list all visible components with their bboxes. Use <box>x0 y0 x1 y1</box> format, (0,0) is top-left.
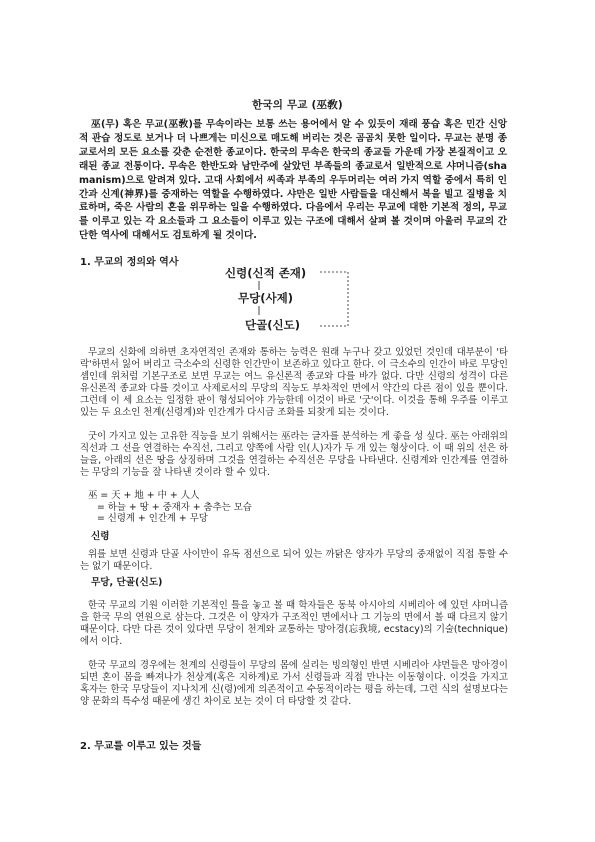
page-title: 한국의 무교 (巫敎) <box>252 99 343 111</box>
character-formula <box>88 490 252 525</box>
subheading-mudang-dangol: 무당, 단골(신도) <box>91 577 163 588</box>
origin-paragraph: 한국 무교의 기원 이러한 기본적인 틀을 놓고 볼 때 학자들은 동북 아시아의 시베리아 에 있던 샤머니즘을 한국 무의 연원으로 삼는다. 그것은 이 양자가 구조적인 면에서나 그 기능의 면에서 볼 때 다르지 않기 때문이다. 다만 다른 것이 있다면 무당이 천계와 교통하는 망아경(忘我境, ecstacy)의 기술(technique)에서 이다. <box>80 600 508 647</box>
section-1-paragraph-2: 굿이 가지고 있는 고유한 직능을 보기 위해서는 巫라는 글자를 분석하는 게 좋을 성 싶다. 巫는 아래위의 직선과 그 선을 연결하는 수직선, 그리고 양쪽에 사람 인(人)자가 두 개 있는 형상이다. 이 때 위의 선은 하늘을, 아래의 선은 땅을 상징하며 그것을 연결하는 수직선은 무당을 나타낸다. 신령계와 인간계를 연결하는 무당의 기능을 잘 나타낸 것이라 할 수 있다. <box>80 431 508 478</box>
formula-line: 巫 = 天 + 地 + 中 + 人人 <box>88 490 200 501</box>
diagram-bottom-label: 단골(신도) <box>245 318 300 332</box>
formula-line: = 하늘 + 땅 + 중재자 + 춤추는 모습 <box>88 501 252 513</box>
structure-diagram <box>215 265 385 335</box>
sinryeong-paragraph: 위를 보면 신령과 단골 사이만이 유독 점선으로 되어 있는 까닭은 양자가 무당의 중재없이 직접 통할 수는 없기 때문이다. <box>80 549 508 572</box>
section-1-paragraph-1: 무교의 신화에 의하면 초자연적인 존재와 통하는 능력은 원래 누구나 갖고 있었던 것인데 대부분이 '타락'하면서 잃어 버리고 극소수의 신령한 인간만이 보존하고 있다고 한다. 이 극소수의 인간이 바로 무당인 셈인데 위처럼 기본구조로 보면 무교는 여느 유신론적 종교와 다를 바가 없다. 다만 신령의 성격이 다른 유신론적 종교와 다를 것이고 사제로서의 무당의 직능도 부차적인 면에서 약간의 다른 점이 있을 뿐이다. 그런데 이 세 요소는 일정한 판이 형성되어야 가능한데 이것이 바로 '굿'이다. 이것을 통해 우주를 이루고 있는 두 요소인 천계(신령계)와 인간계가 다시금 조화를 되찾게 되는 것이다. <box>80 347 508 418</box>
comparison-paragraph: 한국 무교의 경우에는 천계의 신령들이 무당의 몸에 실리는 빙의형인 반면 시베리아 샤먼들은 망아경이 되면 혼이 몸을 빠져나가 천상계(혹은 지하계)로 가서 신령들과 직접 만나는 이동형이다. 이것을 가지고 혹자는 한국 무당들이 지나치게 신(령)에게 의존적이고 수동적이라는 평을 하는데, 그런 식의 설명보다는 양 문화의 특수성 때문에 생긴 차이로 보는 것이 더 타당할 것 같다. <box>80 660 508 707</box>
diagram-dotted-link <box>318 272 348 326</box>
diagram-top-label: 신령(신적 존재) <box>225 266 307 280</box>
section-1-heading: 1. 무교의 정의와 역사 <box>80 257 179 268</box>
formula-line: = 신령계 + 인간계 + 무당 <box>88 513 208 525</box>
diagram-middle-label: 무당(사제) <box>238 291 293 305</box>
subheading-sinryeong: 신령 <box>91 531 110 542</box>
section-2-heading: 2. 무교를 이루고 있는 것들 <box>80 741 202 752</box>
intro-paragraph: 巫(무) 혹은 무교(巫敎)를 무속이라는 보통 쓰는 용어에서 알 수 있듯이 재래 풍습 혹은 민간 신앙적 관습 정도로 보거나 더 나쁘게는 미신으로 매도해 버리는 것은 곰곰치 못한 일이다. 무교는 분명 종교로서의 모든 요소를 갖춘 순전한 종교이다. 한국의 무속은 한국의 종교들 가운데 가장 본질적이고 오래된 종교 전통이다. 무속은 한반도와 남만주에 살았던 부족들의 종교로서 일반적으로 샤머니즘(shamanism)으로 알려져 있다. 고대 사회에서 씨족과 부족의 우두머리는 여러 가지 역할 중에서 특히 인간과 신계(神界)를 중재하는 역할을 수행하였다. 샤만은 일반 사람들을 대신해서 복을 빌고 질병을 치료하며, 죽은 사람의 혼을 위무하는 일을 수행하였다. 다음에서 우리는 무교에 대한 기본적 정의, 무교를 이루고 있는 각 요소들과 그 요소들이 이루고 있는 구조에 대해서 살펴 볼 것이며 아울러 무교의 간단한 역사에 대해서도 검토하게 될 것이다. <box>79 119 507 242</box>
